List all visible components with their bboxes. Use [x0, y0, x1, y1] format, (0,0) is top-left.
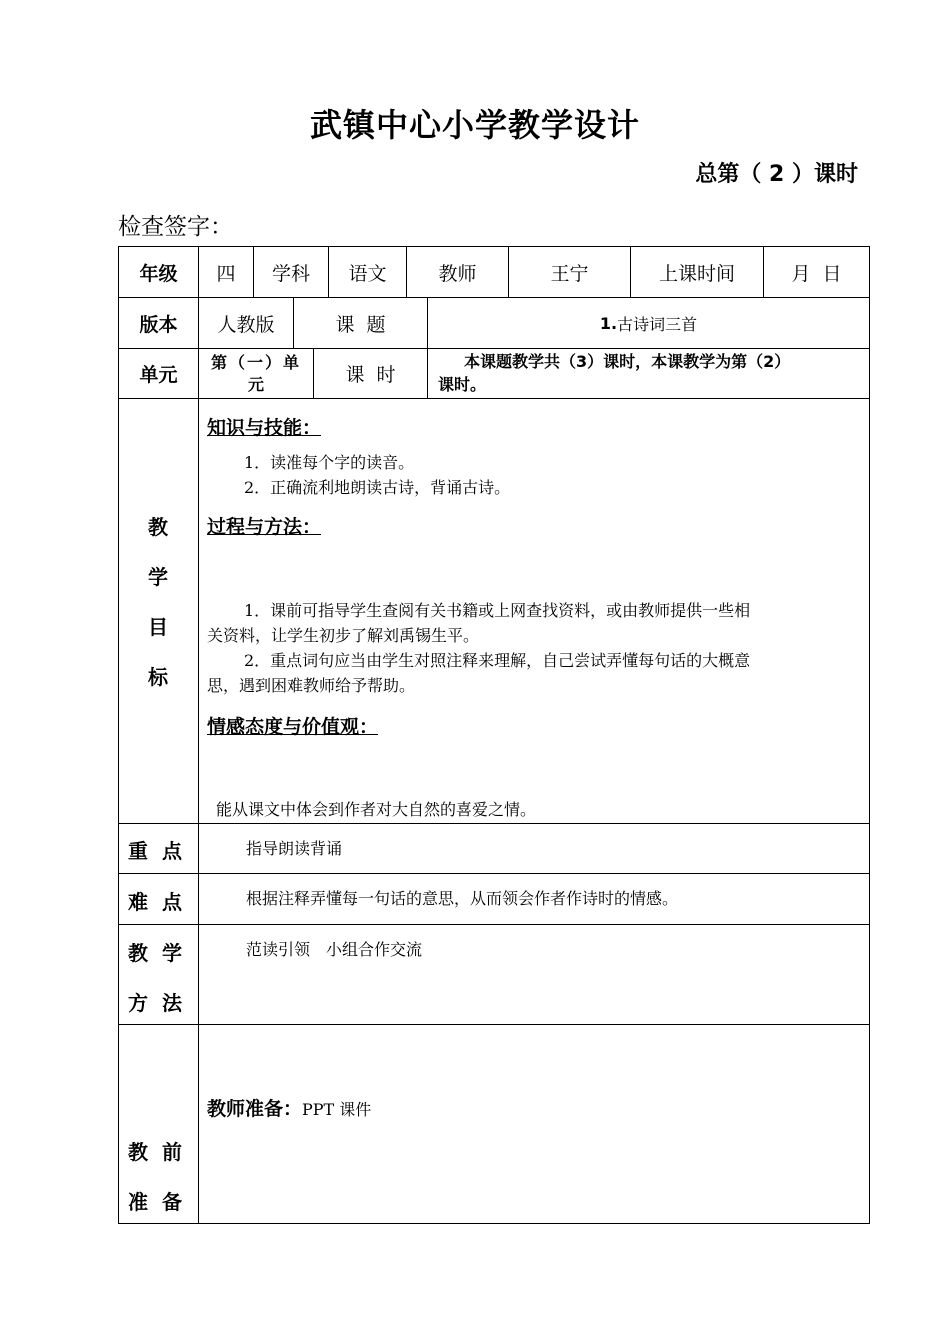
process-item-1-line1: 1．课前可指导学生查阅有关书籍或上网查找资料，或由教师提供一些相	[244, 601, 751, 620]
objectives-label-3: 目	[148, 615, 168, 639]
teacher-label: 教师	[438, 262, 477, 285]
row-divider	[118, 924, 870, 925]
prep-value: PPT 课件	[302, 1100, 372, 1119]
method-value: 范读引领 小组合作交流	[246, 940, 423, 959]
class-hours-line2: 课时。	[438, 375, 487, 394]
knowledge-item-1: 1．读准每个字的读音。	[244, 453, 415, 472]
difficulty-value: 根据注释弄懂每一句话的意思，从而领会作者作诗时的情感。	[246, 889, 679, 908]
emotion-text: 能从课文中体会到作者对大自然的喜爱之情。	[216, 800, 537, 819]
table-border-bottom	[118, 1223, 870, 1224]
prep-heading: 教师准备：	[207, 1098, 303, 1120]
lesson-title-label: 课 题	[335, 313, 386, 336]
method-label-line2: 方法	[128, 991, 196, 1015]
grade-label: 年级	[139, 262, 178, 285]
process-item-2-line1: 2．重点词句应当由学生对照注释来理解，自己尝试弄懂每句话的大概意	[244, 651, 751, 670]
knowledge-item-2: 2．正确流利地朗读古诗，背诵古诗。	[244, 478, 511, 497]
unit-value-line2: 元	[247, 374, 264, 394]
edition-label: 版本	[139, 313, 178, 336]
teacher-value: 王宁	[550, 262, 589, 285]
process-heading: 过程与方法：	[207, 516, 322, 538]
col-divider	[427, 348, 428, 398]
class-hours-label: 课 时	[345, 364, 396, 386]
unit-value-line1: 第（一）单	[210, 352, 301, 372]
grade-value: 四	[216, 262, 236, 285]
emotion-heading: 情感态度与价值观：	[207, 716, 379, 738]
table-border-right	[869, 246, 870, 1224]
key-point-value: 指导朗读背诵	[246, 839, 343, 858]
subject-value: 语文	[348, 262, 387, 285]
lesson-title-value	[428, 298, 869, 348]
knowledge-heading: 知识与技能：	[207, 417, 322, 439]
subject-label: 学科	[271, 262, 310, 285]
edition-value: 人教版	[217, 313, 275, 336]
unit-value	[199, 349, 313, 398]
key-point-label: 重点	[128, 839, 196, 863]
check-signature-label: 检查签字：	[118, 214, 233, 240]
period-label: 总第（ 2 ）课时	[695, 162, 858, 187]
lesson-name: 古诗词三首	[617, 314, 698, 334]
lesson-number: 1.	[599, 313, 618, 333]
row-divider	[118, 823, 870, 824]
class-hours-line1: 本课题教学共（3）课时，本课教学为第（2）	[464, 352, 791, 371]
process-item-1-line2: 关资料，让学生初步了解刘禹锡生平。	[207, 626, 480, 645]
prep-content	[207, 1094, 371, 1121]
class-hours-value	[438, 350, 863, 396]
row-divider	[118, 873, 870, 874]
process-item-2-line2: 思，遇到困难教师给予帮助。	[207, 676, 416, 695]
prep-label-line1: 教前	[128, 1140, 196, 1164]
lesson-plan-table	[118, 246, 870, 1224]
row-divider	[118, 1024, 870, 1025]
objectives-label-4: 标	[148, 665, 168, 689]
method-label-line1: 教学	[128, 941, 196, 965]
unit-label: 单元	[139, 364, 178, 386]
difficulty-label: 难点	[128, 890, 196, 914]
objectives-label-1: 教	[148, 515, 168, 539]
prep-label-line2: 准备	[128, 1190, 196, 1214]
class-time-label: 上课时间	[658, 262, 735, 285]
row-divider	[118, 398, 870, 399]
page-title: 武镇中心小学教学设计	[309, 106, 640, 144]
class-time-value: 月 日	[791, 262, 842, 285]
objectives-label-2: 学	[148, 565, 168, 589]
